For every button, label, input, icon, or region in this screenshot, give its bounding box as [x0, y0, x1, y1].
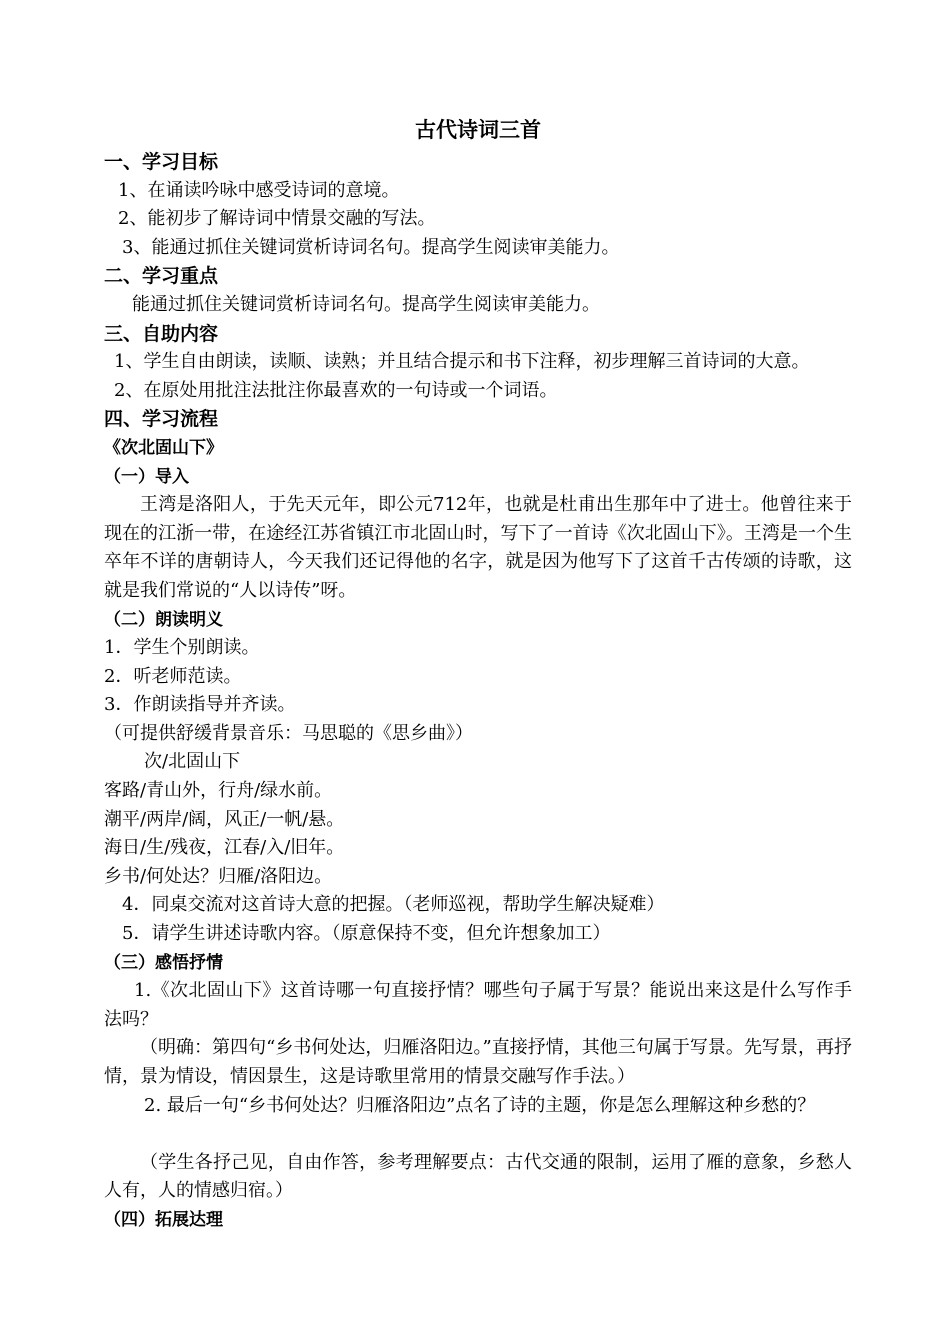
question-2: 2. 最后一句“乡书何处达？归雁洛阳边”点名了诗的主题，你是怎么理解这种乡愁的？: [144, 1094, 816, 1116]
reading-step-2: 2．听老师范读。: [104, 665, 242, 687]
poem-line-4: 乡书/何处达？归雁/洛阳边。: [104, 865, 333, 887]
goal-item-2: 2、能初步了解诗词中情景交融的写法。: [118, 208, 436, 230]
reading-step-5: 5．请学生讲述诗歌内容。（原意保持不变，但允许想象加工）: [122, 923, 611, 945]
section-heading-learning-goals: 一、学习目标: [104, 151, 219, 173]
key-point-text: 能通过抓住关键词赏析诗词名句。提高学生阅读审美能力。: [132, 293, 600, 315]
poem-heading-marked: 次/北固山下: [144, 751, 241, 773]
self-study-item-2: 2、在原处用批注法批注你最喜欢的一句诗或一个词语。: [114, 379, 558, 401]
part-heading-reading: （二）朗读明义: [104, 609, 223, 630]
reading-step-4: 4．同桌交流对这首诗大意的把握。（老师巡视，帮助学生解决疑难）: [122, 894, 665, 916]
introduction-paragraph: 王湾是洛阳人，于先天元年，即公元712年，也就是杜甫出生那年中了进士。他曾往来于现在的江浙一带，在途经江苏省镇江市北固山时，写下了一首诗《次北固山下》。王湾是一个生卒年不详的唐朝诗人，今天我们还记得他的名字，就是因为他写下了这首千古传颂的诗歌，这就是我们常说的“人以诗传”呀。: [104, 494, 852, 601]
poem-line-1: 客路/青山外，行舟/绿水前。: [104, 780, 333, 802]
part-heading-introduction: （一）导入: [104, 466, 189, 487]
self-study-item-1: 1、学生自由朗读，读顺、读熟；并且结合提示和书下注释，初步理解三首诗词的大意。: [114, 351, 810, 373]
blank-line: [104, 1120, 852, 1149]
section-heading-self-study: 三、自助内容: [104, 322, 219, 345]
part-heading-feeling: （三）感悟抒情: [104, 952, 223, 973]
section-heading-learning-process: 四、学习流程: [104, 408, 219, 431]
part-heading-extension: （四）拓展达理: [104, 1209, 223, 1230]
page-title: 古代诗词三首: [415, 118, 541, 142]
section-heading-key-points: 二、学习重点: [104, 265, 219, 288]
poem-title: 《次北固山下》: [104, 437, 223, 458]
poem-line-2: 潮平/两岸/阔，风正/一帆/悬。: [104, 808, 345, 830]
poem-line-3: 海日/生/残夜，江春/入/旧年。: [104, 837, 345, 859]
music-note: （可提供舒缓背景音乐：马思聪的《思乡曲》）: [104, 722, 473, 744]
answer-1: （明确：第四句“乡书何处达，归雁洛阳边。”直接抒情，其他三句属于写景。先写景，再抒情，景为情设，情因景生，这是诗歌里常用的情景交融写作手法。）: [104, 1037, 852, 1087]
reading-step-1: 1．学生个别朗读。: [104, 637, 260, 659]
goal-item-3: 3、能通过抓住关键词赏析诗词名句。提高学生阅读审美能力。: [122, 236, 620, 258]
goal-item-1: 1、在诵读吟咏中感受诗词的意境。: [118, 179, 400, 201]
reading-step-3: 3．作朗读指导并齐读。: [104, 694, 296, 716]
answer-2: （学生各抒己见，自由作答，参考理解要点：古代交通的限制，运用了雁的意象，乡愁人人有，人的情感归宿。）: [104, 1151, 852, 1202]
question-1: 1.《次北固山下》这首诗哪一句直接抒情？哪些句子属于写景？能说出来这是什么写作手法吗？: [104, 980, 852, 1030]
document-page: [104, 112, 852, 1235]
